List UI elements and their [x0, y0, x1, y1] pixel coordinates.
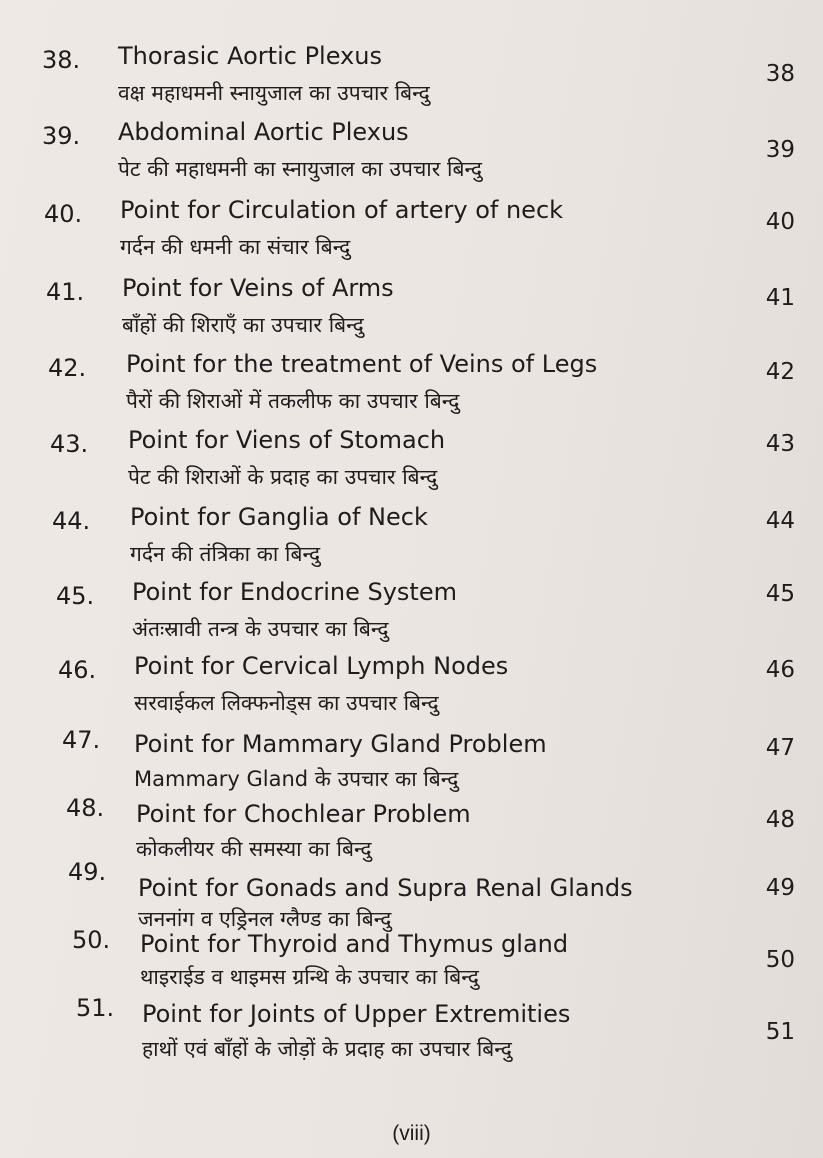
- bleed-through-text: [560, 30, 800, 1100]
- entry-number: 44.: [52, 507, 91, 535]
- entry-subtitle: वक्ष महाधमनी स्नायुजाल का उपचार बिन्दु: [118, 81, 430, 105]
- entry-number: 38.: [42, 46, 81, 74]
- entry-page: 48: [765, 807, 795, 833]
- page-number-footer: (viii): [392, 1122, 431, 1145]
- entry-number: 40.: [44, 200, 83, 228]
- entry-subtitle: गर्दन की तंत्रिका का बिन्दु: [130, 542, 321, 566]
- entry-title: Point for the treatment of Veins of Legs: [126, 350, 598, 378]
- entry-page: 44: [765, 508, 795, 534]
- entry-title: Point for Thyroid and Thymus gland: [140, 930, 569, 958]
- entry-subtitle: सरवाईकल लिक्फनोड्स का उपचार बिन्दु: [134, 691, 439, 715]
- entry-subtitle: पेट की महाधमनी का स्नायुजाल का उपचार बिन्दु: [118, 157, 483, 181]
- entry-title: Abdominal Aortic Plexus: [118, 118, 409, 146]
- entry-subtitle: गर्दन की धमनी का संचार बिन्दु: [120, 235, 351, 259]
- entry-title: Point for Mammary Gland Problem: [134, 730, 547, 758]
- entry-page: 47: [765, 735, 795, 761]
- entry-title: Thorasic Aortic Plexus: [118, 42, 382, 70]
- entry-number: 47.: [62, 726, 101, 754]
- entry-page: 39: [765, 137, 795, 163]
- entry-subtitle: हाथों एवं बाँहों के जोड़ों के प्रदाह का उपचार बिन्दु: [142, 1037, 512, 1061]
- entry-subtitle: जननांग व एड्रिनल ग्लैण्ड का बिन्दु: [138, 907, 392, 931]
- entry-subtitle: कोकलीयर की समस्या का बिन्दु: [136, 837, 372, 861]
- entry-subtitle: पैरों की शिराओं में तकलीफ का उपचार बिन्दु: [126, 389, 460, 413]
- entry-page: 45: [765, 581, 795, 607]
- entry-number: 46.: [58, 656, 97, 684]
- entry-subtitle: अंतःस्रावी तन्त्र के उपचार का बिन्दु: [132, 617, 389, 641]
- entry-page: 41: [765, 285, 795, 311]
- entry-page: 51: [765, 1019, 795, 1045]
- entry-title: Point for Gonads and Supra Renal Glands: [138, 874, 633, 902]
- entry-title: Point for Chochlear Problem: [136, 800, 471, 828]
- entry-title: Point for Cervical Lymph Nodes: [134, 652, 509, 680]
- entry-page: 49: [765, 875, 795, 901]
- entry-number: 49.: [68, 858, 107, 886]
- entry-title: Point for Circulation of artery of neck: [120, 196, 564, 224]
- entry-page: 46: [765, 657, 795, 683]
- entry-number: 41.: [46, 278, 85, 306]
- entry-subtitle: पेट की शिराओं के प्रदाह का उपचार बिन्दु: [128, 465, 438, 489]
- entry-number: 43.: [50, 430, 89, 458]
- entry-title: Point for Joints of Upper Extremities: [142, 1000, 571, 1028]
- entry-number: 45.: [56, 582, 95, 610]
- entry-subtitle: बाँहों की शिराएँ का उपचार बिन्दु: [122, 313, 364, 337]
- entry-number: 39.: [42, 122, 81, 150]
- entry-subtitle: Mammary Gland के उपचार का बिन्दु: [134, 767, 459, 791]
- entry-title: Point for Viens of Stomach: [128, 426, 446, 454]
- entry-number: 42.: [48, 354, 87, 382]
- entry-title: Point for Ganglia of Neck: [130, 503, 428, 531]
- entry-page: 50: [765, 947, 795, 973]
- entry-number: 50.: [72, 926, 111, 954]
- entry-page: 38: [765, 61, 795, 87]
- entry-page: 42: [765, 359, 795, 385]
- entry-subtitle: थाइराईड व थाइमस ग्रन्थि के उपचार का बिन्दु: [140, 965, 479, 989]
- entry-number: 48.: [66, 794, 105, 822]
- entry-number: 51.: [76, 994, 115, 1022]
- entry-title: Point for Veins of Arms: [122, 274, 394, 302]
- entry-title: Point for Endocrine System: [132, 578, 457, 606]
- entry-page: 40: [765, 209, 795, 235]
- entry-page: 43: [765, 431, 795, 457]
